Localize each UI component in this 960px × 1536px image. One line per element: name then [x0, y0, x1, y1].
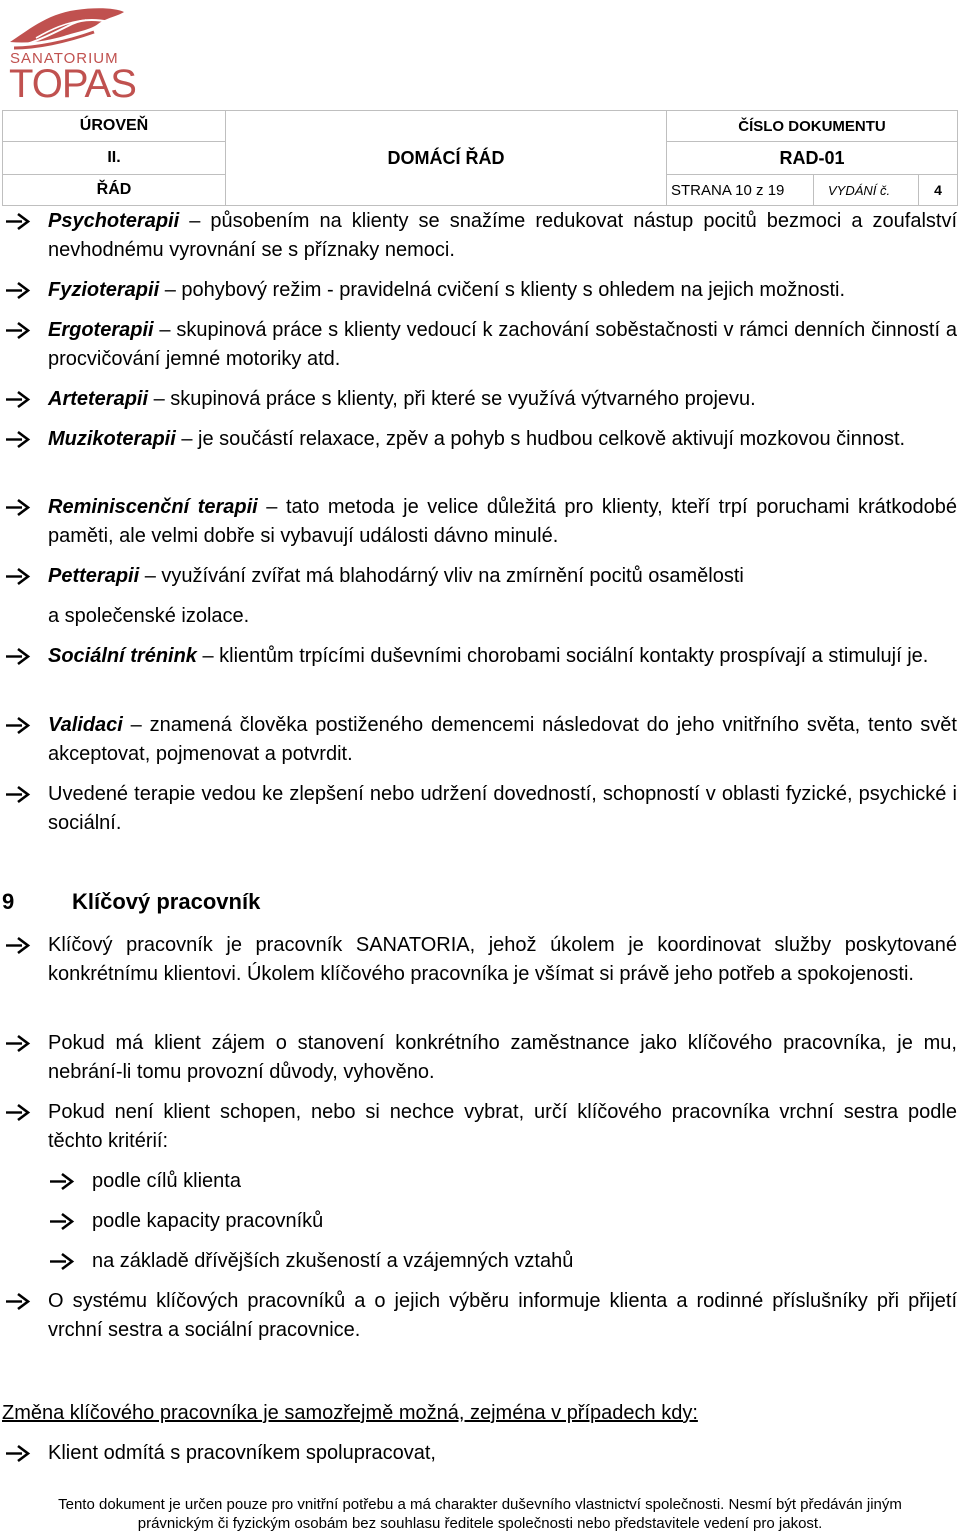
section-item: Pokud není klient schopen, nebo si nechce vybrat, určí klíčového pracovníka vrchní sestra podle těchto kritérií: — [48, 1101, 957, 1152]
therapies-summary: Uvedené terapie vedou ke zlepšení nebo udržení dovedností, schopností v oblasti fyzické, psychické i sociální. — [48, 783, 957, 834]
footer-line-1: Tento dokument je určen pouze pro vnitřní potřebu a má charakter duševního vlastnictví společnosti. Nesmí být předáván jiným — [58, 1496, 902, 1513]
arrow-right-icon — [4, 931, 34, 960]
therapy-text: – působením na klienty se snažíme redukovat nástup pocitů bezmoci a zoufalství nevhodnému vyrovnání se s příznaky nemoci. — [48, 210, 957, 261]
therapy-item — [48, 562, 957, 591]
arrow-right-icon — [4, 276, 34, 305]
arrow-right-icon — [4, 1029, 34, 1058]
edition-label: VYDÁNÍ č. — [814, 175, 919, 206]
arrow-right-icon — [4, 1439, 34, 1468]
criteria-item: podle kapacity pracovníků — [92, 1210, 324, 1232]
arrow-right-icon — [4, 1287, 34, 1316]
doc-number: RAD-01 — [667, 142, 958, 175]
arrow-right-icon — [4, 642, 34, 671]
therapy-text: – klientům trpícími duševními chorobami sociální kontakty prospívají a stimulují je. — [196, 645, 929, 667]
therapy-text: – tato metoda je velice důležitá pro klienty, kteří trpí poruchami krátkodobé paměti, ale velmi dobře si vybavují události dávno minulé. — [48, 496, 957, 547]
therapy-text: – pohybový režim - pravidelná cvičení s klienty s ohledem na jejich možnosti. — [159, 279, 846, 301]
section-heading — [2, 889, 260, 915]
therapy-item — [48, 316, 957, 374]
document-title: DOMÁCÍ ŘÁD — [226, 111, 667, 206]
arrow-right-icon — [4, 780, 34, 809]
doc-number-label: ČÍSLO DOKUMENTU — [667, 111, 958, 142]
therapy-text: – skupinová práce s klienty, při které se využívá výtvarného projevu. — [148, 388, 756, 410]
section-item: Klíčový pracovník je pracovník SANATORIA, jehož úkolem je koordinovat služby poskytované konkrétnímu klientovi. Úkolem klíčového pracovníka je všímat si právě jeho potřeb a spokojenosti. — [48, 934, 957, 985]
change-heading: Změna klíčového pracovníka je samozřejmě možná, zejména v případech kdy: — [2, 1402, 698, 1424]
therapy-item — [48, 642, 957, 671]
therapy-item — [48, 425, 957, 454]
therapy-term: Reminiscenční terapii — [48, 496, 258, 518]
therapy-term: Fyzioterapii — [48, 279, 160, 301]
section-number: 9 — [2, 889, 15, 914]
change-item: Klient odmítá s pracovníkem spolupracovat, — [48, 1442, 436, 1464]
therapy-item — [48, 385, 957, 414]
arrow-right-icon — [4, 316, 34, 345]
arrow-right-icon — [4, 562, 34, 591]
therapy-text: – znamená člověka postiženého demencemi následovat do jeho vnitřního světa, tento svět akceptovat, pojmenovat a potvrdit. — [48, 714, 957, 765]
level-value: II. — [3, 142, 226, 175]
arrow-right-icon — [4, 711, 34, 740]
therapy-item-continuation: a společenské izolace. — [48, 605, 250, 627]
therapy-term: Petterapii — [48, 565, 140, 587]
footer-line-2: právnickým či fyzickým osobám bez souhlasu ředitele společnosti nebo představitele vedení pro jakost. — [137, 1515, 823, 1532]
arrow-right-icon — [48, 1207, 78, 1236]
logo-text-topas: TOPAS — [9, 62, 136, 106]
edition-number: 4 — [919, 175, 958, 206]
criteria-item: na základě dřívějších zkušeností a vzájemných vztahů — [92, 1250, 574, 1272]
therapy-item — [48, 207, 957, 265]
section-title: Klíčový pracovník — [72, 889, 261, 914]
document-header-table — [2, 110, 958, 206]
section-item: Pokud má klient zájem o stanovení konkrétního zaměstnance jako klíčového pracovníka, je mu, nebrání-li tomu provozní důvody, vyhověno. — [48, 1032, 957, 1083]
therapy-text: – je součástí relaxace, zpěv a pohyb s hudbou celkově aktivují mozkovou činnost. — [175, 428, 906, 450]
arrow-right-icon — [4, 207, 34, 236]
therapy-text: – skupinová práce s klienty vedoucí k zachování soběstačnosti v rámci denních činností a procvičování jemné motoriky atd. — [48, 319, 957, 370]
therapy-item — [48, 493, 957, 551]
arrow-right-icon — [48, 1247, 78, 1276]
arrow-right-icon — [4, 1098, 34, 1127]
level-type: ŘÁD — [3, 175, 226, 206]
arrow-right-icon — [4, 425, 34, 454]
therapy-term: Validaci — [48, 714, 123, 736]
level-label: ÚROVEŇ — [3, 111, 226, 142]
page-footer — [0, 1495, 960, 1533]
therapy-term: Ergoterapii — [48, 319, 154, 341]
therapy-term: Sociální trénink — [48, 645, 197, 667]
therapy-text: – využívání zvířat má blahodárný vliv na zmírnění pocitů osamělosti — [139, 565, 744, 587]
therapy-term: Muzikoterapii — [48, 428, 176, 450]
therapy-item — [48, 276, 957, 305]
therapy-term: Arteterapii — [48, 388, 149, 410]
arrow-right-icon — [4, 493, 34, 522]
logo-text-sanatorium: SANATORIUM — [10, 50, 119, 67]
arrow-right-icon — [48, 1167, 78, 1196]
criteria-item: podle cílů klienta — [92, 1170, 241, 1192]
page-number: STRANA 10 z 19 — [667, 175, 814, 206]
section-info: O systému klíčových pracovníků a o jejich výběru informuje klienta a rodinné příslušníky při přijetí vrchní sestra a sociální pracovnice. — [48, 1290, 957, 1341]
arrow-right-icon — [4, 385, 34, 414]
therapy-item — [48, 711, 957, 769]
hands-logo-icon — [6, 2, 128, 52]
therapy-term: Psychoterapii — [48, 210, 180, 232]
